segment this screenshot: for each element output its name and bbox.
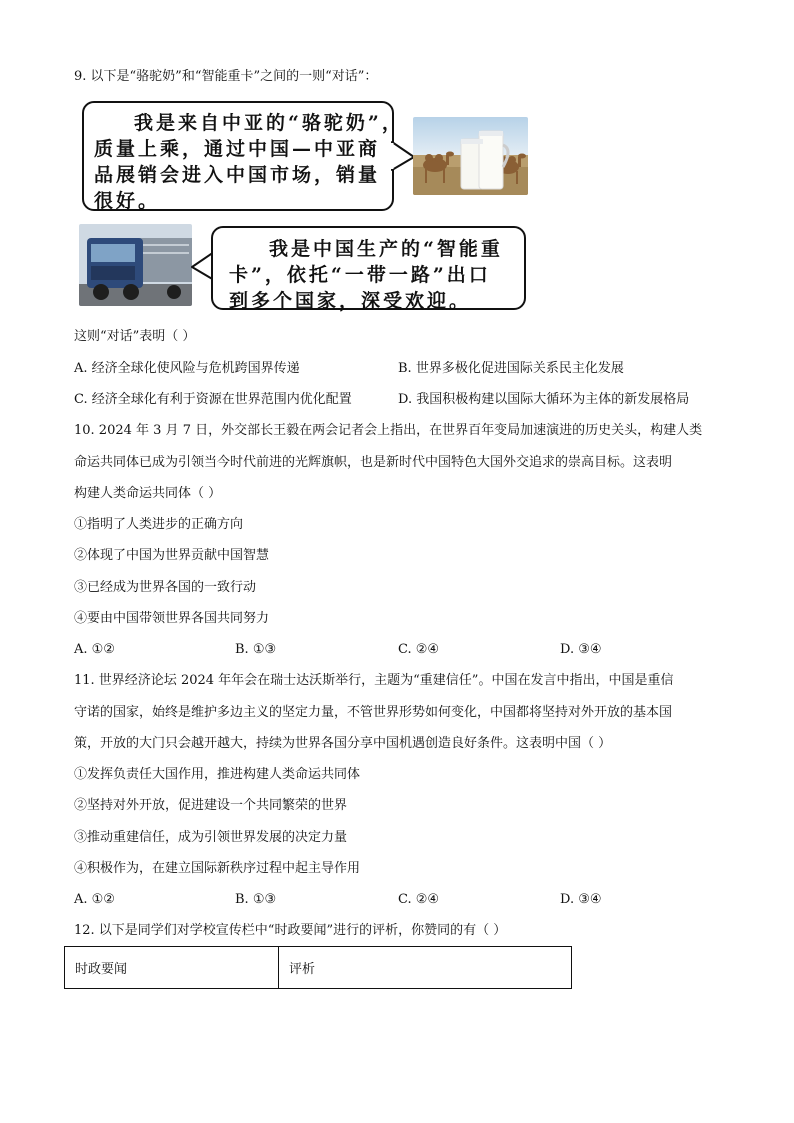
- q11-stem-line: 11. 世界经济论坛 2024 年年会在瑞士达沃斯举行，主题为“重建信任”。中国在发言中指出，中国是重信: [74, 673, 674, 688]
- q10-item: ①指明了人类进步的正确方向: [74, 517, 244, 532]
- speech-bubble-camel-milk: [82, 101, 404, 212]
- q10-item: ②体现了中国为世界贡献中国智慧: [74, 548, 270, 563]
- q10-stem-line: 10. 2024 年 3 月 7 日，外交部长王毅在两会记者会上指出，在世界百年变局加速演进的历史关头，构建人类: [74, 423, 703, 438]
- q11-item: ②坚持对外开放，促进建设一个共同繁荣的世界: [74, 798, 348, 813]
- news-review-table: [64, 946, 572, 989]
- table-header-review: 评析: [279, 947, 572, 989]
- bubble1-line: 质量上乘，通过中国—中亚商: [94, 138, 381, 160]
- q11-option-b: B. ①③: [235, 892, 277, 907]
- bubble1-line: 很好。: [94, 190, 161, 212]
- smart-truck-photo: [79, 224, 192, 306]
- q10-stem-line: 构建人类命运共同体（ ）: [74, 486, 222, 501]
- q9-option-c: C. 经济全球化有利于资源在世界范围内优化配置: [74, 392, 352, 407]
- q10-option-d: D. ③④: [560, 642, 602, 657]
- q10-option-c: C. ②④: [398, 642, 440, 657]
- speech-bubble-smart-truck: [211, 226, 526, 310]
- camel-milk-image: [413, 117, 528, 195]
- q9-option-a: A. 经济全球化使风险与危机跨国界传递: [74, 361, 300, 376]
- q11-item: ③推动重建信任，成为引领世界发展的决定力量: [74, 830, 348, 845]
- bubble2-line: 我是中国生产的“智能重: [269, 238, 503, 260]
- table-row: [65, 947, 572, 989]
- bubble1-line: 我是来自中亚的“骆驼奶”，: [134, 112, 404, 134]
- q12-stem: 12. 以下是同学们对学校宣传栏中“时政要闻”进行的评析，你赞同的有（ ）: [74, 923, 507, 938]
- q10-item: ③已经成为世界各国的一致行动: [74, 580, 257, 595]
- table-header-news: 时政要闻: [65, 947, 279, 989]
- q11-stem-line: 守诺的国家，始终是维护多边主义的坚定力量，不管世界形势如何变化，中国都将坚持对外开放的基本国: [74, 705, 673, 720]
- camel-milk-photo: [413, 117, 528, 195]
- q10-option-b: B. ①③: [235, 642, 277, 657]
- q11-stem-line: 策，开放的大门只会越开越大，持续为世界各国分享中国机遇创造良好条件。这表明中国（ ）: [74, 736, 612, 751]
- q9-question: 这则“对话”表明（ ）: [74, 329, 196, 344]
- q10-stem-line: 命运共同体已成为引领当今时代前进的光辉旗帜，也是新时代中国特色大国外交追求的崇高目标。这表明: [74, 455, 673, 470]
- q9-option-b: B. 世界多极化促进国际关系民主化发展: [398, 361, 624, 376]
- q11-option-d: D. ③④: [560, 892, 602, 907]
- bubble2-line: 卡”，依托“一带一路”出口: [229, 264, 491, 286]
- bubble1-line: 品展销会进入中国市场，销量: [94, 164, 381, 186]
- q11-item: ④积极作为，在建立国际新秩序过程中起主导作用: [74, 861, 361, 876]
- bubble2-line: 到多个国家，深受欢迎。: [229, 290, 472, 312]
- q10-item: ④要由中国带领世界各国共同努力: [74, 611, 270, 626]
- q11-option-c: C. ②④: [398, 892, 440, 907]
- q9-option-d: D. 我国积极构建以国际大循环为主体的新发展格局: [398, 392, 690, 407]
- q10-option-a: A. ①②: [74, 642, 115, 657]
- q11-item: ①发挥负责任大国作用，推进构建人类命运共同体: [74, 767, 361, 782]
- q11-option-a: A. ①②: [74, 892, 115, 907]
- smart-truck-image: [79, 224, 192, 306]
- q9-stem: 9. 以下是“骆驼奶”和“智能重卡”之间的一则“对话”：: [74, 69, 378, 84]
